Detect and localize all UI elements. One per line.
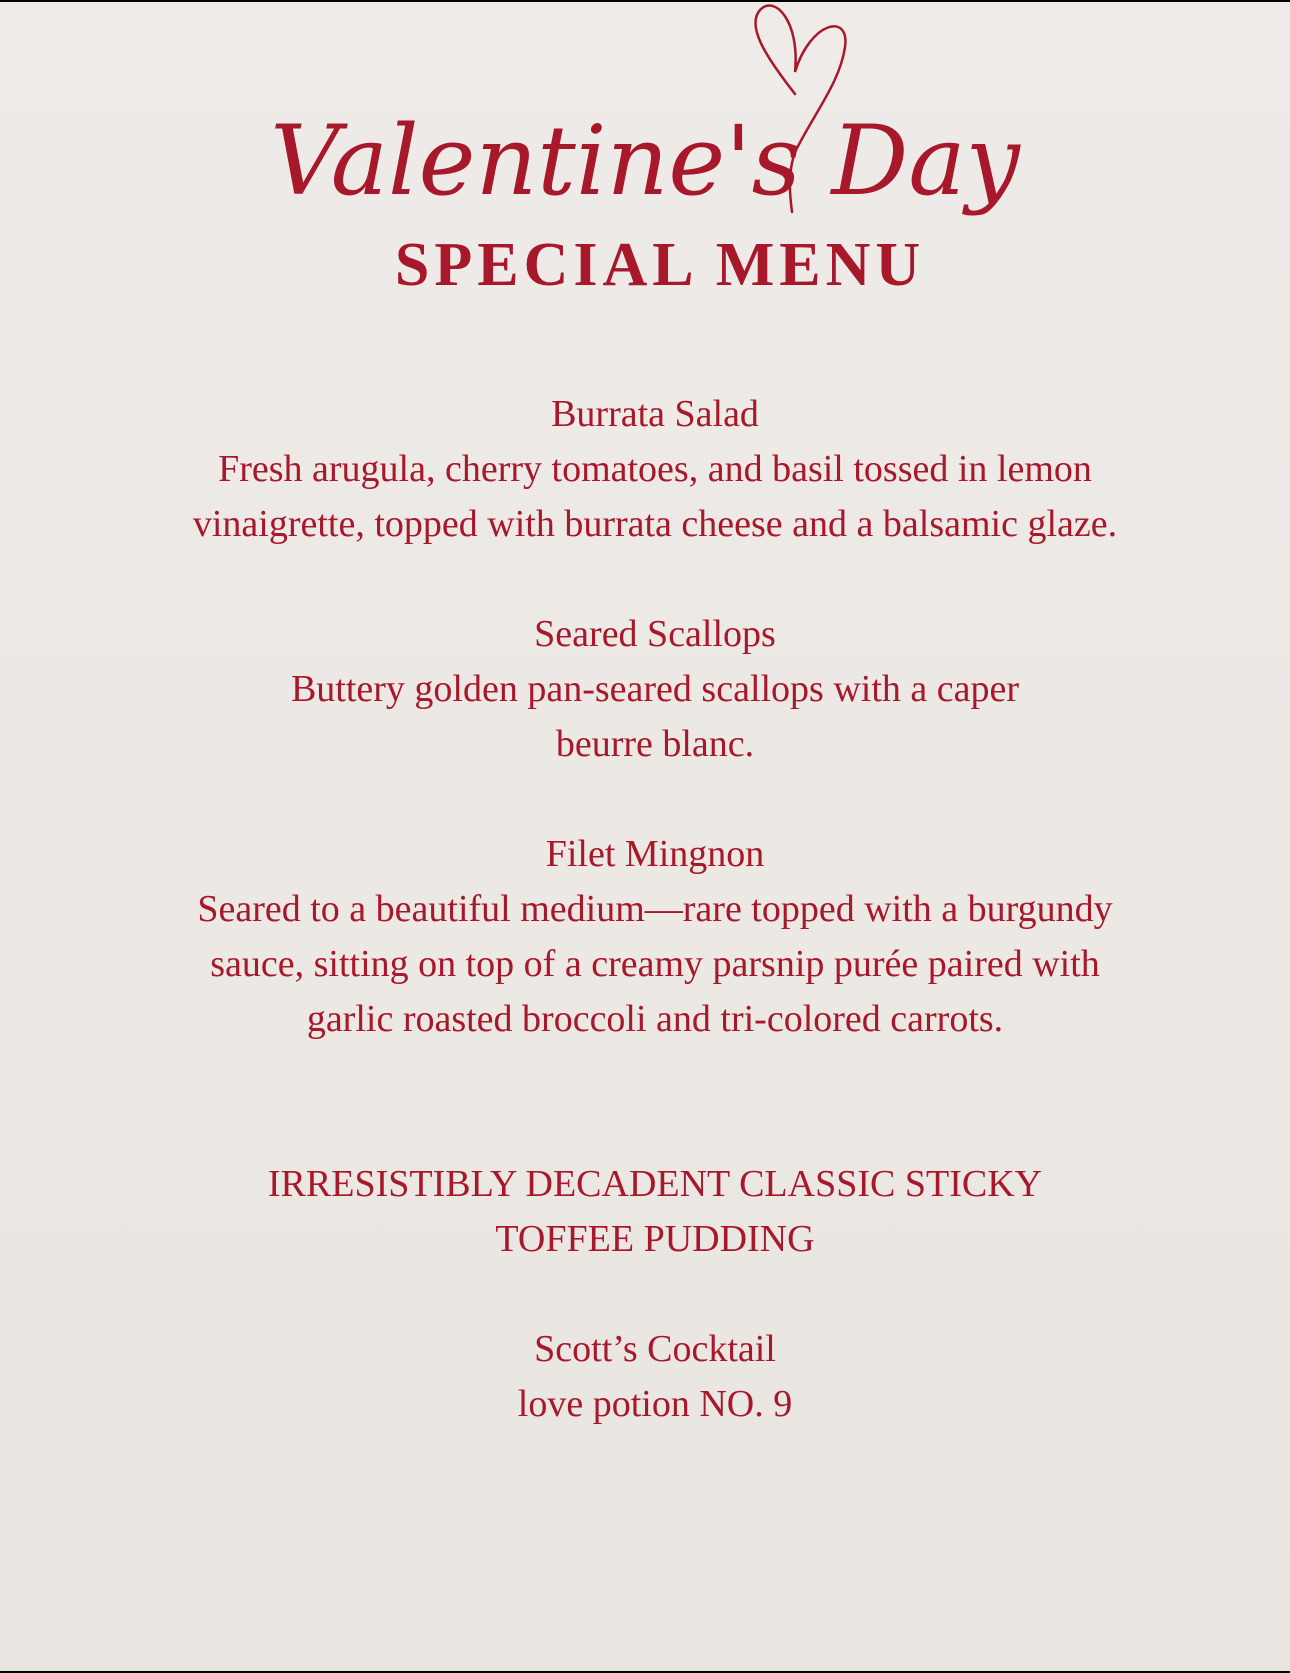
cocktail-name: love potion NO. 9	[517, 1383, 793, 1425]
item-name: Burrata Salad	[551, 393, 759, 435]
item-description: Fresh arugula, cherry tomatoes, and basil tossed in lemon vinaigrette, topped with burrata cheese and a balsamic glaze.	[192, 448, 1118, 545]
menu-list	[160, 387, 1150, 1487]
script-title-text: Valentine's Day	[270, 105, 1020, 217]
menu-item-cocktail	[160, 1322, 1150, 1432]
menu-item-dessert	[160, 1157, 1150, 1267]
script-title	[0, 2, 1290, 252]
item-name: Seared Scallops	[534, 613, 776, 655]
item-description: Buttery golden pan-seared scallops with a caper beurre blanc.	[290, 668, 1020, 765]
menu-item-filet-mignon	[160, 827, 1150, 1047]
page-title: SPECIAL MENU	[394, 231, 926, 299]
menu-page	[0, 2, 1290, 1671]
dessert-name: IRRESISTIBLY DECADENT CLASSIC STICKY TOFFEE PUDDING	[267, 1163, 1043, 1260]
menu-item-burrata-salad	[160, 387, 1150, 552]
item-name: Filet Mingnon	[545, 833, 765, 875]
cocktail-title: Scott’s Cocktail	[534, 1328, 776, 1370]
item-description: Seared to a beautiful medium—rare topped with a burgundy sauce, sitting on top of a creamy parsnip purée paired with garlic roasted broccoli and tri-colored carrots.	[197, 888, 1113, 1040]
menu-item-seared-scallops	[160, 607, 1150, 772]
